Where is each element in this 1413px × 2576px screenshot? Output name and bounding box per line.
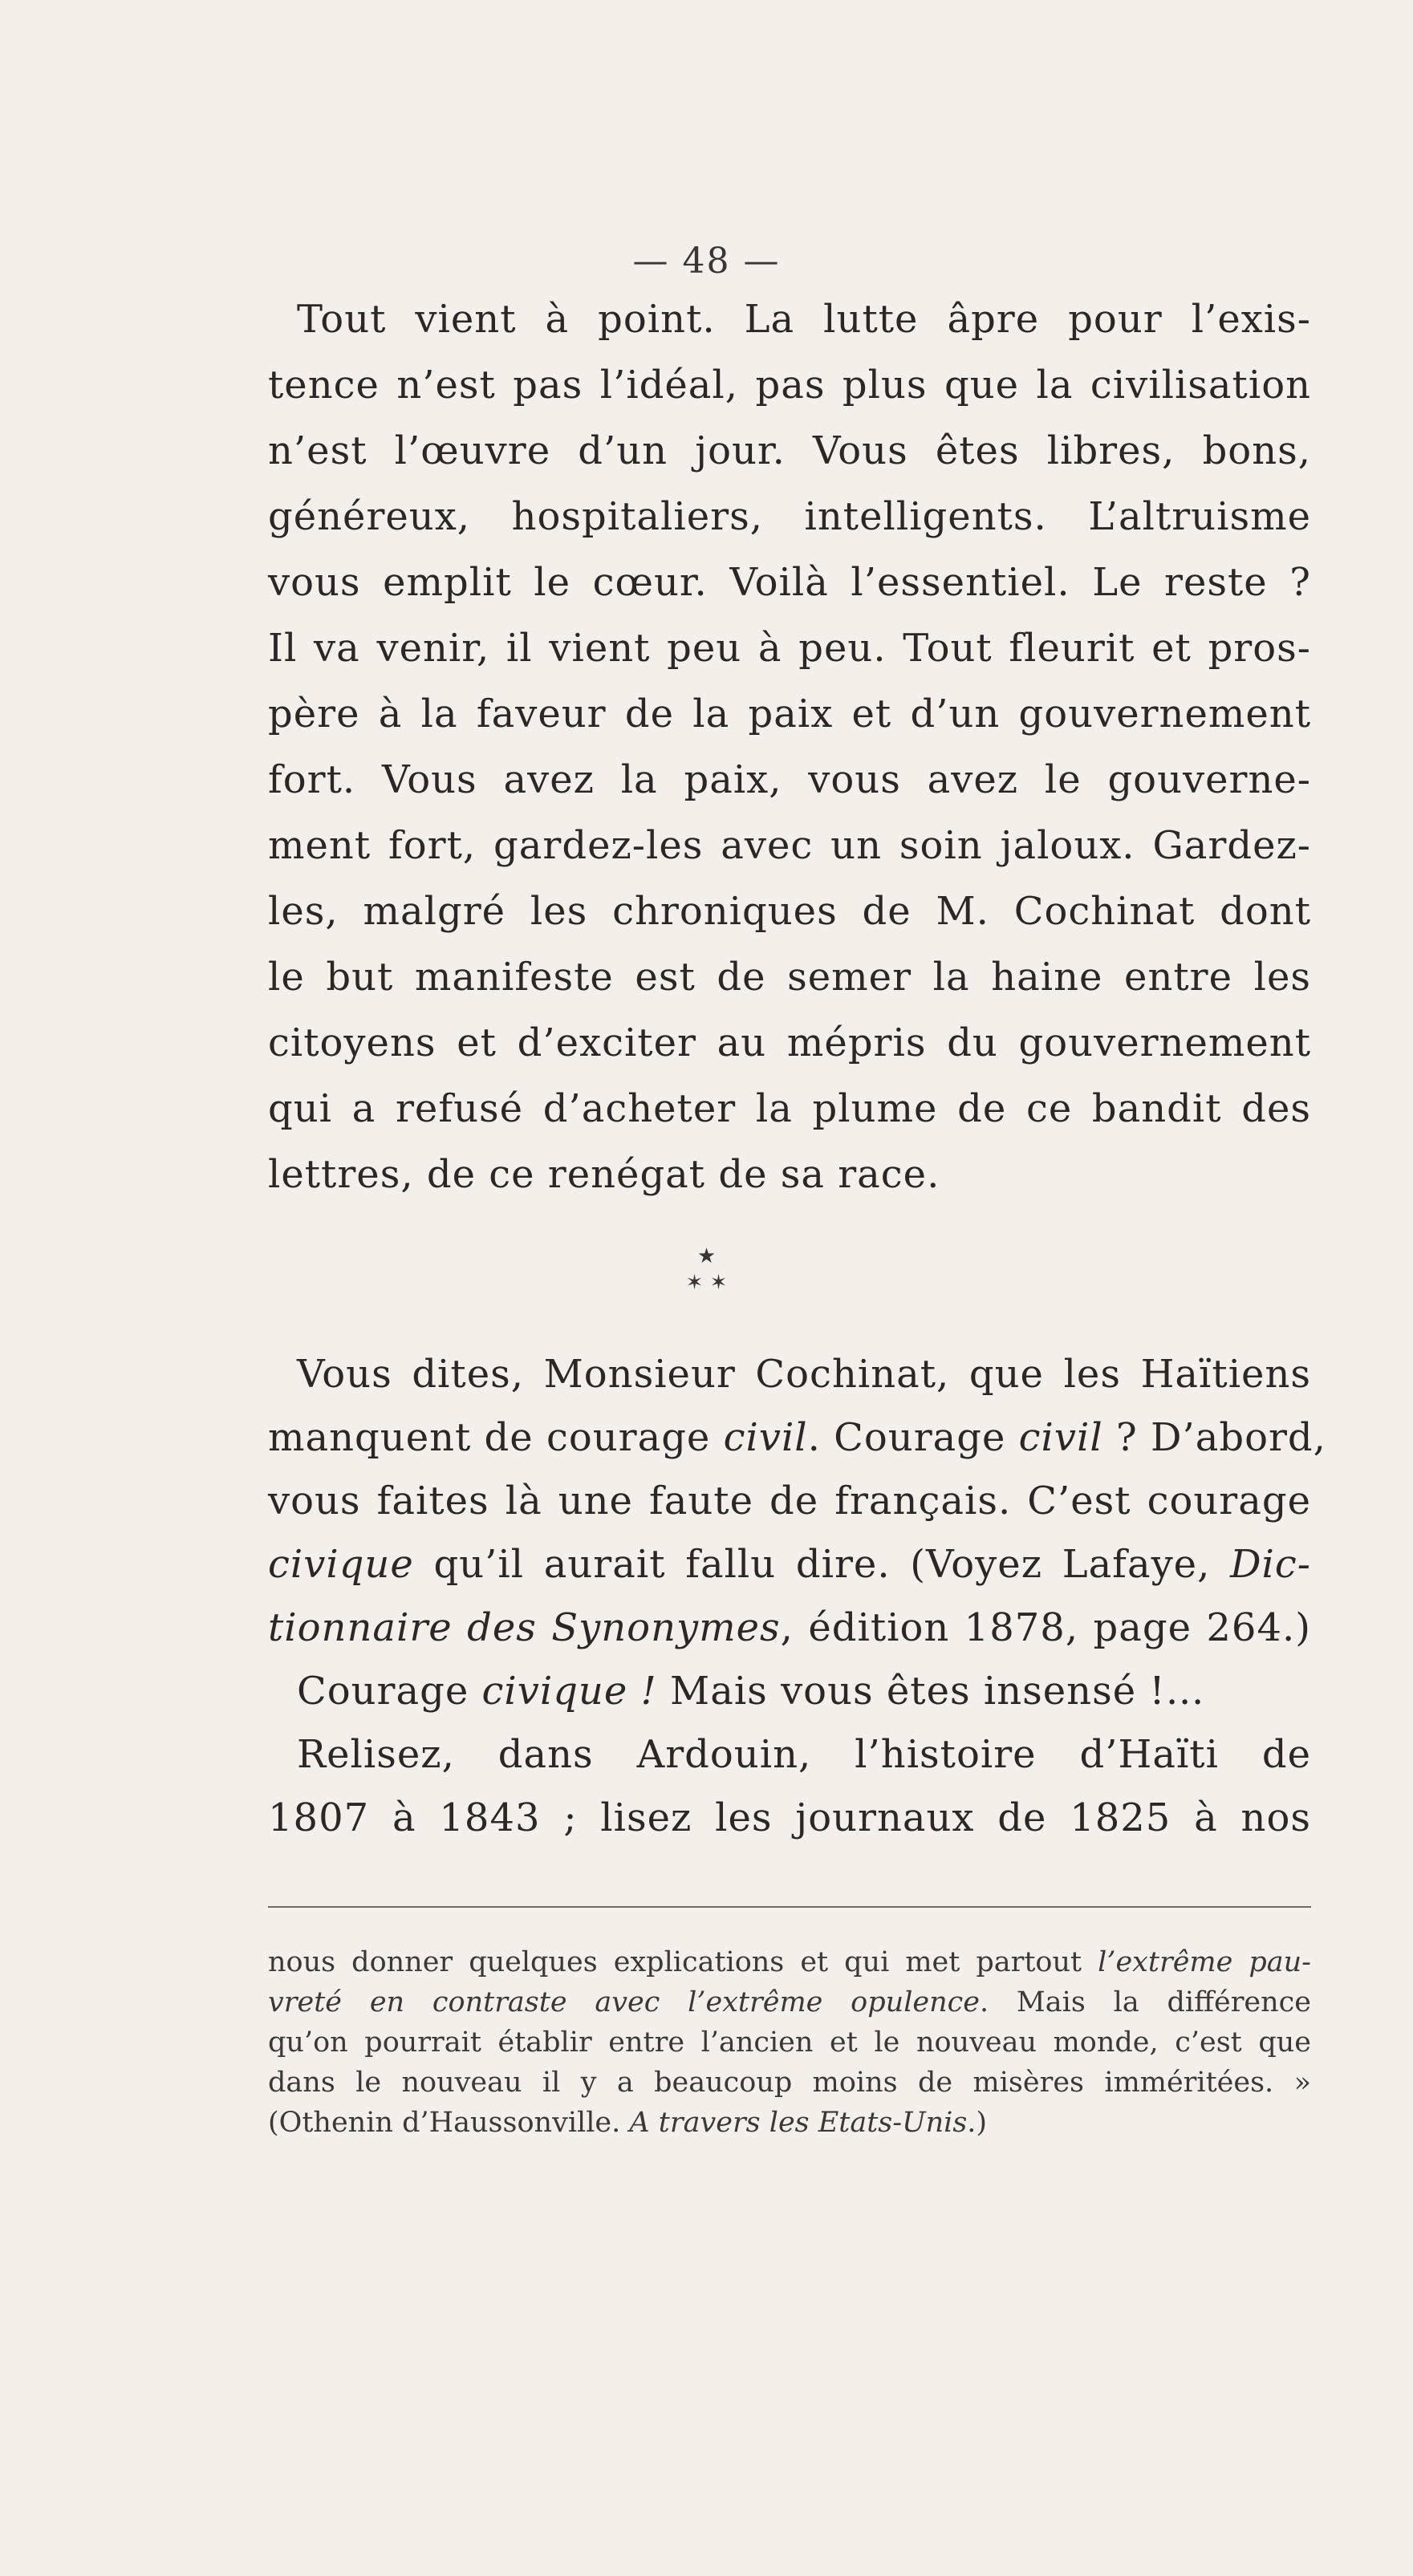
text-line: fort. Vous avez la paix, vous avez le gouverne-	[268, 757, 1311, 802]
text-line: qui a refusé d’acheter la plume de ce bandit des	[268, 1086, 1311, 1131]
text-line: n’est l’œuvre d’un jour. Vous êtes libres, bons,	[268, 428, 1311, 473]
footnote-line: qu’on pourrait établir entre l’ancien et le nouveau monde, c’est que	[268, 2026, 1311, 2059]
text-line: civique qu’il aurait fallu dire. (Voyez Lafaye, Dic-	[268, 1542, 1311, 1587]
section-mark-bottom: ✶ ✶	[685, 1271, 728, 1295]
text-line: Il va venir, il vient peu à peu. Tout fleurit et pros-	[268, 626, 1311, 671]
text-line: Courage civique ! Mais vous êtes insensé !…	[297, 1669, 1205, 1714]
text-line: le but manifeste est de semer la haine entre les	[268, 955, 1311, 1000]
text-line: manquent de courage civil. Courage civil ? D’abord,	[268, 1415, 1326, 1460]
footnote-line: vreté en contraste avec l’extrême opulence. Mais la différence	[268, 1986, 1311, 2018]
text-line: lettres, de ce renégat de sa race.	[268, 1152, 940, 1197]
text-line: les, malgré les chroniques de M. Cochinat dont	[268, 889, 1311, 934]
footnote-line: nous donner quelques explications et qui met partout l’extrême pau-	[268, 1946, 1311, 1978]
footnote-line: dans le nouveau il y a beaucoup moins de misères imméritées. »	[268, 2067, 1311, 2099]
text-line: vous emplit le cœur. Voilà l’essentiel. Le reste ?	[268, 560, 1311, 605]
text-line: Tout vient à point. La lutte âpre pour l’exis-	[297, 297, 1311, 342]
text-line: 1807 à 1843 ; lisez les journaux de 1825 à nos	[268, 1795, 1311, 1840]
page-number: — 48 —	[632, 241, 781, 282]
text-line: généreux, hospitaliers, intelligents. L’altruisme	[268, 494, 1311, 539]
text-line: Relisez, dans Ardouin, l’histoire d’Haïti de	[297, 1732, 1311, 1777]
footnote-separator	[268, 1906, 1311, 1908]
section-mark-top: ★	[696, 1244, 717, 1268]
text-line: tionnaire des Synonymes, édition 1878, page 264.)	[268, 1605, 1311, 1650]
text-line: Vous dites, Monsieur Cochinat, que les Haïtiens	[297, 1352, 1311, 1397]
text-line: père à la faveur de la paix et d’un gouvernement	[268, 692, 1311, 736]
text-line: ment fort, gardez-les avec un soin jaloux. Gardez-	[268, 823, 1311, 868]
footnote-line: (Othenin d’Haussonville. A travers les Etats-Unis.)	[268, 2107, 988, 2139]
text-line: vous faites là une faute de français. C’est courage	[268, 1479, 1311, 1523]
text-line: citoyens et d’exciter au mépris du gouvernement	[268, 1020, 1311, 1065]
text-line: tence n’est pas l’idéal, pas plus que la civilisation	[268, 363, 1311, 408]
